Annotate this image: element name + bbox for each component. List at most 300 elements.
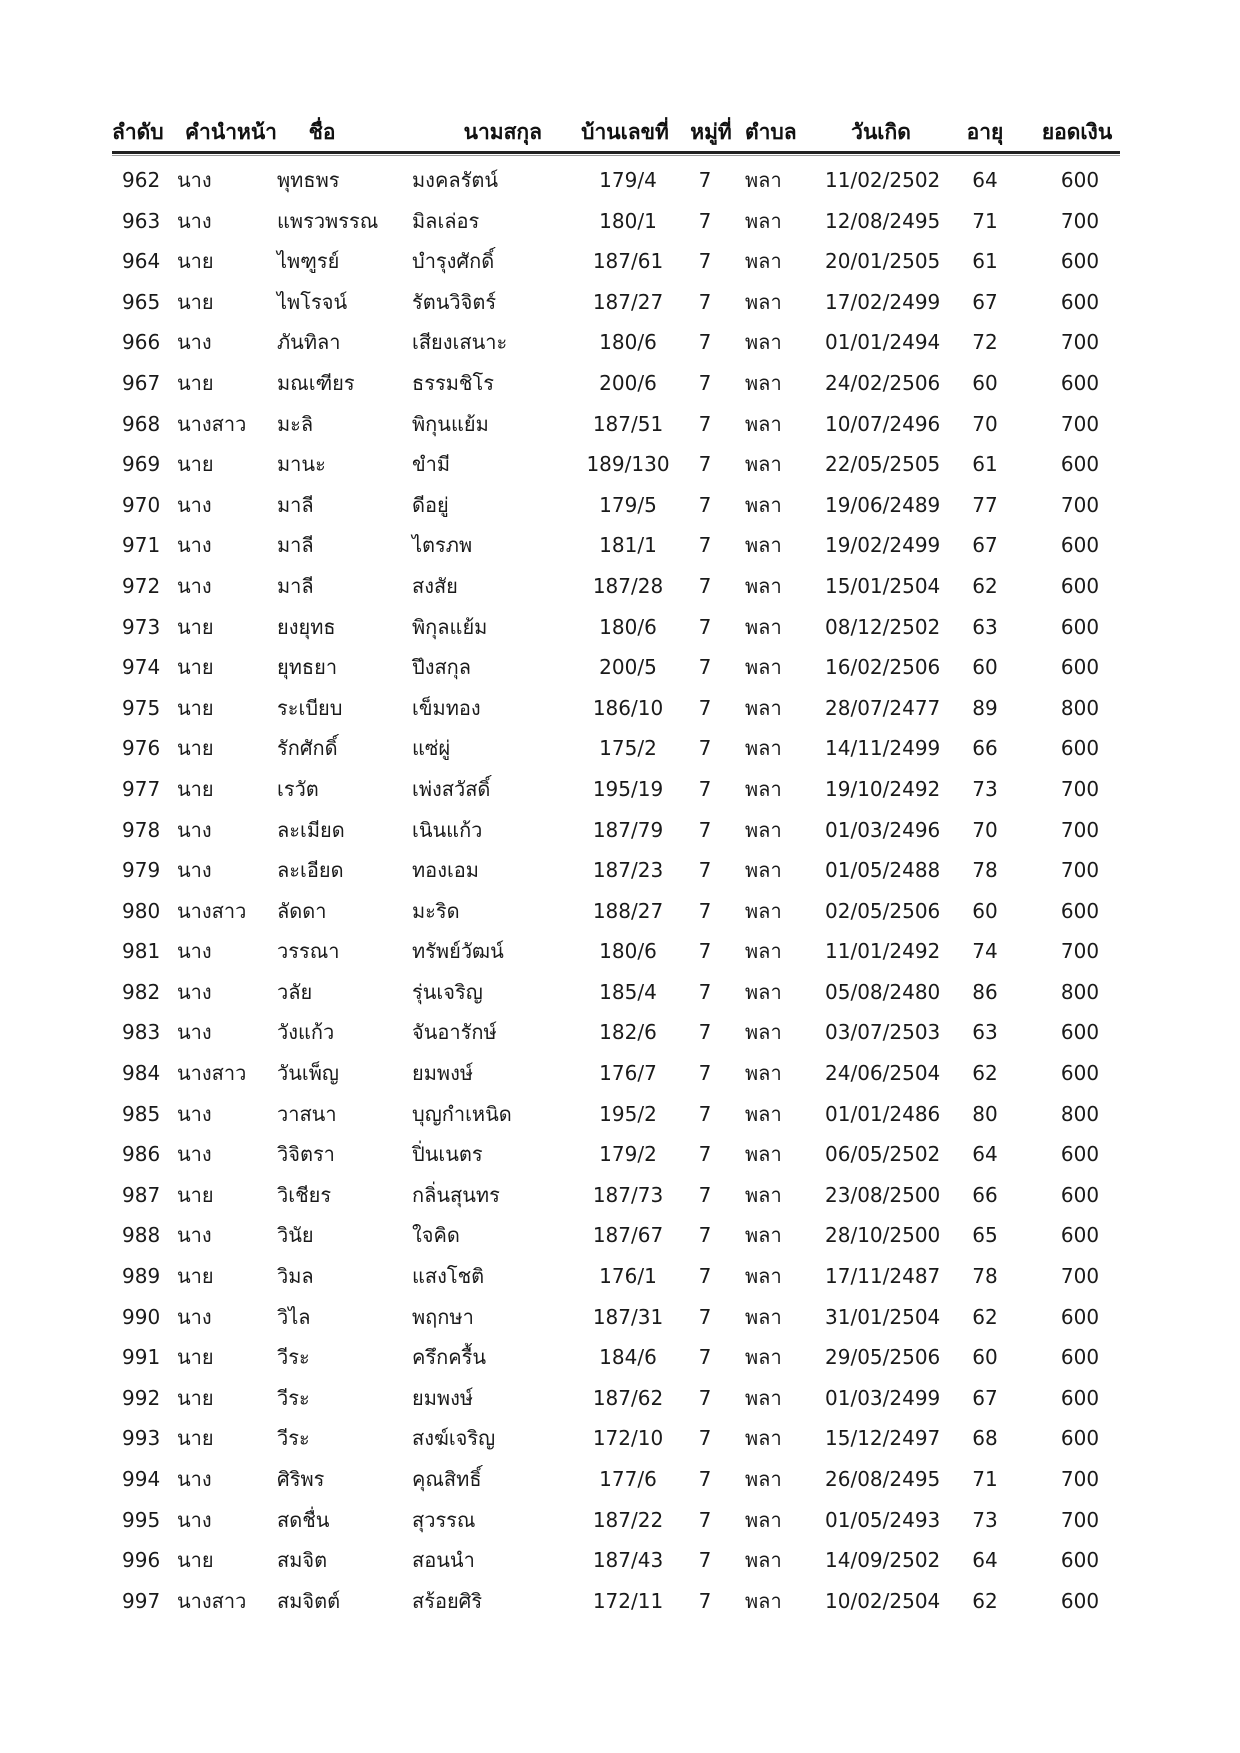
cell-house-no: 180/6 <box>599 330 657 355</box>
cell-last-name: รุ่นเจริญ <box>412 979 483 1004</box>
cell-prefix: นาย <box>177 289 214 314</box>
cell-last-name: มงคลรัตน์ <box>412 168 498 192</box>
cell-house-no: 187/67 <box>592 1223 664 1248</box>
cell-tambon: พลา <box>745 898 782 923</box>
cell-amount: 700 <box>1060 1507 1100 1532</box>
cell-last-name: ทรัพย์วัฒน์ <box>412 939 504 964</box>
header-birth-date: วันเกิด <box>851 120 911 144</box>
cell-tambon: พลา <box>745 979 782 1004</box>
cell-no: 974 <box>122 655 161 680</box>
cell-no: 979 <box>122 858 161 883</box>
table-row <box>112 322 1120 363</box>
cell-tambon: พลา <box>745 1101 782 1126</box>
cell-moo: 7 <box>698 1304 712 1329</box>
cell-no: 992 <box>122 1385 161 1410</box>
cell-house-no: 184/6 <box>599 1345 657 1370</box>
cell-no: 973 <box>122 614 161 639</box>
cell-tambon: พลา <box>745 330 782 355</box>
cell-birth-date: 26/08/2495 <box>825 1467 941 1491</box>
cell-amount: 700 <box>1060 492 1100 517</box>
cell-no: 981 <box>122 939 161 964</box>
cell-house-no: 187/73 <box>592 1182 664 1207</box>
cell-last-name: พิกุลแย้ม <box>412 614 488 639</box>
cell-amount: 600 <box>1060 898 1100 923</box>
cell-moo: 7 <box>698 1020 712 1045</box>
table-row <box>112 1215 1120 1256</box>
cell-last-name: เสียงเสนาะ <box>412 330 508 355</box>
cell-moo: 7 <box>698 979 712 1004</box>
cell-first-name: ไพฑูรย์ <box>277 249 340 274</box>
cell-tambon: พลา <box>745 1020 782 1045</box>
cell-house-no: 187/28 <box>592 573 664 598</box>
cell-last-name: พิกุนแย้ม <box>412 411 489 436</box>
cell-amount: 700 <box>1060 1467 1100 1491</box>
table-row <box>112 1094 1120 1135</box>
cell-tambon: พลา <box>745 1142 782 1167</box>
cell-amount: 600 <box>1060 452 1100 477</box>
cell-amount: 800 <box>1060 979 1100 1004</box>
cell-no: 964 <box>122 249 161 274</box>
table-row <box>112 1337 1120 1378</box>
cell-house-no: 185/4 <box>599 979 657 1004</box>
cell-first-name: สมจิต <box>277 1548 328 1573</box>
table-row <box>112 1459 1120 1500</box>
cell-age: 67 <box>972 1385 998 1410</box>
table-row <box>112 1297 1120 1338</box>
cell-prefix: นาง <box>177 1507 212 1532</box>
cell-house-no: 187/79 <box>592 817 664 842</box>
table-row <box>112 282 1120 323</box>
cell-first-name: มาลี <box>277 492 314 517</box>
cell-tambon: พลา <box>745 736 782 761</box>
cell-amount: 600 <box>1060 573 1100 598</box>
cell-birth-date: 19/10/2492 <box>825 776 941 801</box>
table-row <box>112 363 1120 404</box>
cell-last-name: แสงโชติ <box>412 1264 485 1289</box>
cell-last-name: บุญกำเหนิด <box>412 1101 512 1126</box>
cell-prefix: นาง <box>177 1020 212 1045</box>
cell-no: 996 <box>122 1548 161 1573</box>
cell-tambon: พลา <box>745 1345 782 1370</box>
cell-prefix: นาง <box>177 208 212 233</box>
cell-tambon: พลา <box>745 573 782 598</box>
cell-last-name: สอนนำ <box>412 1548 475 1573</box>
cell-tambon: พลา <box>745 289 782 314</box>
cell-tambon: พลา <box>745 1548 782 1573</box>
cell-house-no: 180/6 <box>599 939 657 964</box>
cell-last-name: สร้อยศิริ <box>412 1588 483 1613</box>
cell-prefix: นางสาว <box>177 1061 247 1086</box>
cell-first-name: วีระ <box>277 1385 310 1410</box>
cell-tambon: พลา <box>745 1426 782 1451</box>
cell-no: 983 <box>122 1020 161 1045</box>
cell-no: 977 <box>122 776 161 801</box>
header-divider-thin <box>112 155 1120 156</box>
cell-prefix: นาย <box>177 452 214 477</box>
cell-prefix: นาง <box>177 1304 212 1329</box>
cell-first-name: ยุทธยา <box>277 655 338 680</box>
cell-house-no: 186/10 <box>592 695 664 720</box>
cell-amount: 600 <box>1060 1142 1100 1167</box>
table-row <box>112 201 1120 242</box>
cell-tambon: พลา <box>745 776 782 801</box>
cell-first-name: ยงยุทธ <box>277 614 336 639</box>
cell-last-name: เข็มทอง <box>412 695 481 720</box>
cell-prefix: นาง <box>177 817 212 842</box>
cell-birth-date: 05/08/2480 <box>825 979 941 1004</box>
table-row <box>112 1540 1120 1581</box>
cell-amount: 600 <box>1060 736 1100 761</box>
cell-first-name: วาสนา <box>277 1101 337 1126</box>
cell-prefix: นาง <box>177 573 212 598</box>
cell-first-name: วีระ <box>277 1426 310 1451</box>
cell-no: 987 <box>122 1182 161 1207</box>
cell-tambon: พลา <box>745 817 782 842</box>
cell-first-name: มณเฑียร <box>277 370 355 395</box>
cell-moo: 7 <box>698 1182 712 1207</box>
cell-house-no: 172/11 <box>592 1588 664 1613</box>
header-last-name: นามสกุล <box>463 120 542 144</box>
cell-amount: 800 <box>1060 1101 1100 1126</box>
cell-house-no: 179/4 <box>599 168 657 192</box>
cell-age: 71 <box>972 208 998 233</box>
cell-amount: 700 <box>1060 939 1100 964</box>
cell-house-no: 172/10 <box>592 1426 664 1451</box>
cell-age: 64 <box>972 1142 998 1167</box>
cell-prefix: นาย <box>177 370 214 395</box>
table-row <box>112 931 1120 972</box>
cell-first-name: วันเพ็ญ <box>277 1061 339 1086</box>
cell-age: 70 <box>972 411 998 436</box>
cell-moo: 7 <box>698 736 712 761</box>
cell-first-name: ระเบียบ <box>277 695 343 720</box>
cell-birth-date: 06/05/2502 <box>825 1142 941 1167</box>
cell-amount: 700 <box>1060 208 1100 233</box>
cell-first-name: ละเอียด <box>277 858 344 883</box>
table-row <box>112 525 1120 566</box>
cell-moo: 7 <box>698 330 712 355</box>
cell-tambon: พลา <box>745 614 782 639</box>
cell-age: 63 <box>972 1020 998 1045</box>
cell-no: 975 <box>122 695 161 720</box>
cell-no: 969 <box>122 452 161 477</box>
cell-amount: 600 <box>1060 614 1100 639</box>
cell-amount: 600 <box>1060 370 1100 395</box>
cell-tambon: พลา <box>745 1588 782 1613</box>
cell-amount: 600 <box>1060 533 1100 558</box>
cell-no: 980 <box>122 898 161 923</box>
cell-first-name: สดชื่น <box>277 1507 330 1532</box>
cell-birth-date: 14/11/2499 <box>825 736 941 761</box>
cell-no: 986 <box>122 1142 161 1167</box>
cell-amount: 600 <box>1060 1182 1100 1207</box>
table-row <box>112 1378 1120 1419</box>
cell-moo: 7 <box>698 533 712 558</box>
cell-no: 967 <box>122 370 161 395</box>
cell-house-no: 188/27 <box>592 898 664 923</box>
cell-first-name: แพรวพรรณ <box>277 208 379 233</box>
cell-moo: 7 <box>698 939 712 964</box>
cell-moo: 7 <box>698 1588 712 1613</box>
cell-moo: 7 <box>698 1101 712 1126</box>
cell-prefix: นางสาว <box>177 411 247 436</box>
table-row <box>112 810 1120 851</box>
cell-house-no: 181/1 <box>599 533 657 558</box>
cell-amount: 600 <box>1060 1061 1100 1086</box>
cell-first-name: วีระ <box>277 1345 310 1370</box>
cell-prefix: นาย <box>177 1548 214 1573</box>
cell-tambon: พลา <box>745 208 782 233</box>
cell-age: 64 <box>972 168 998 192</box>
cell-first-name: วังแก้ว <box>277 1020 335 1045</box>
cell-prefix: นาง <box>177 168 212 192</box>
cell-moo: 7 <box>698 573 712 598</box>
cell-birth-date: 29/05/2506 <box>825 1345 941 1370</box>
cell-house-no: 177/6 <box>599 1467 657 1491</box>
cell-no: 995 <box>122 1507 161 1532</box>
cell-house-no: 187/27 <box>592 289 664 314</box>
cell-age: 72 <box>972 330 998 355</box>
table-row <box>112 1256 1120 1297</box>
header-first-name: ชื่อ <box>308 120 336 144</box>
cell-tambon: พลา <box>745 695 782 720</box>
cell-age: 71 <box>972 1467 998 1491</box>
cell-house-no: 180/6 <box>599 614 657 639</box>
cell-birth-date: 01/03/2496 <box>825 817 941 842</box>
cell-age: 74 <box>972 939 998 964</box>
cell-age: 89 <box>972 695 998 720</box>
cell-birth-date: 12/08/2495 <box>825 208 941 233</box>
cell-birth-date: 14/09/2502 <box>825 1548 941 1573</box>
table-row <box>112 1053 1120 1094</box>
cell-amount: 600 <box>1060 1588 1100 1613</box>
cell-amount: 600 <box>1060 1020 1100 1045</box>
cell-birth-date: 28/10/2500 <box>825 1223 941 1248</box>
cell-tambon: พลา <box>745 1467 782 1491</box>
cell-no: 989 <box>122 1264 161 1289</box>
cell-birth-date: 17/02/2499 <box>825 289 941 314</box>
cell-no: 970 <box>122 492 161 517</box>
cell-tambon: พลา <box>745 411 782 436</box>
cell-birth-date: 23/08/2500 <box>825 1182 941 1207</box>
cell-prefix: นาง <box>177 533 212 558</box>
cell-moo: 7 <box>698 695 712 720</box>
cell-birth-date: 17/11/2487 <box>825 1264 941 1289</box>
table-body <box>112 160 1120 1621</box>
cell-age: 70 <box>972 817 998 842</box>
cell-amount: 600 <box>1060 1223 1100 1248</box>
cell-no: 988 <box>122 1223 161 1248</box>
cell-birth-date: 08/12/2502 <box>825 614 941 639</box>
cell-age: 78 <box>972 1264 998 1289</box>
cell-birth-date: 31/01/2504 <box>825 1304 941 1329</box>
cell-amount: 800 <box>1060 695 1100 720</box>
cell-birth-date: 10/02/2504 <box>825 1588 941 1613</box>
cell-last-name: ยมพงษ์ <box>412 1061 474 1086</box>
cell-age: 67 <box>972 533 998 558</box>
table-row <box>112 485 1120 526</box>
cell-prefix: นาย <box>177 1182 214 1207</box>
cell-house-no: 187/31 <box>592 1304 664 1329</box>
cell-moo: 7 <box>698 1142 712 1167</box>
header-amount: ยอดเงิน <box>1041 120 1113 144</box>
cell-moo: 7 <box>698 1548 712 1573</box>
cell-first-name: ละเมียด <box>277 817 345 842</box>
cell-prefix: นาง <box>177 492 212 517</box>
cell-no: 972 <box>122 573 161 598</box>
cell-last-name: คุณสิทธิ์ <box>412 1467 482 1491</box>
cell-age: 67 <box>972 289 998 314</box>
cell-tambon: พลา <box>745 168 782 192</box>
table-row <box>112 728 1120 769</box>
cell-no: 966 <box>122 330 161 355</box>
header-prefix: คำนำหน้า <box>185 120 277 144</box>
beneficiary-table <box>112 112 1120 1621</box>
cell-house-no: 195/19 <box>592 776 664 801</box>
cell-last-name: มิลเล่อร <box>412 208 480 233</box>
header-tambon: ตำบล <box>745 120 797 144</box>
cell-amount: 700 <box>1060 1264 1100 1289</box>
cell-moo: 7 <box>698 614 712 639</box>
cell-age: 73 <box>972 776 998 801</box>
cell-last-name: สงสัย <box>412 573 458 598</box>
cell-first-name: เรวัต <box>277 776 319 801</box>
cell-prefix: นาง <box>177 1142 212 1167</box>
table-header <box>112 112 1120 152</box>
cell-house-no: 176/1 <box>599 1264 657 1289</box>
cell-birth-date: 15/01/2504 <box>825 573 941 598</box>
cell-moo: 7 <box>698 1223 712 1248</box>
cell-first-name: วิจิตรา <box>277 1142 335 1167</box>
cell-moo: 7 <box>698 655 712 680</box>
cell-tambon: พลา <box>745 1385 782 1410</box>
cell-prefix: นาง <box>177 1467 212 1491</box>
cell-prefix: นาง <box>177 979 212 1004</box>
cell-house-no: 180/1 <box>599 208 657 233</box>
cell-prefix: นาง <box>177 858 212 883</box>
cell-birth-date: 24/02/2506 <box>825 370 941 395</box>
cell-house-no: 187/62 <box>592 1385 664 1410</box>
cell-no: 990 <box>122 1304 161 1329</box>
cell-no: 978 <box>122 817 161 842</box>
cell-prefix: นาย <box>177 1264 214 1289</box>
cell-age: 62 <box>972 573 998 598</box>
cell-amount: 700 <box>1060 858 1100 883</box>
cell-moo: 7 <box>698 1507 712 1532</box>
cell-birth-date: 28/07/2477 <box>825 695 941 720</box>
cell-no: 968 <box>122 411 161 436</box>
cell-tambon: พลา <box>745 1507 782 1532</box>
table-row <box>112 647 1120 688</box>
cell-prefix: นาย <box>177 1426 214 1451</box>
cell-last-name: เพ่งสวัสดิ์ <box>412 776 491 801</box>
cell-prefix: นาย <box>177 776 214 801</box>
cell-last-name: ขำมี <box>412 452 451 477</box>
cell-tambon: พลา <box>745 1304 782 1329</box>
table-row <box>112 1134 1120 1175</box>
cell-house-no: 189/130 <box>586 452 670 477</box>
cell-first-name: วิไล <box>277 1304 311 1329</box>
cell-first-name: ภันทิลา <box>277 330 341 355</box>
cell-first-name: รักศักดิ์ <box>277 736 338 761</box>
cell-age: 63 <box>972 614 998 639</box>
cell-prefix: นาย <box>177 1345 214 1370</box>
cell-amount: 700 <box>1060 817 1100 842</box>
cell-age: 64 <box>972 1548 998 1573</box>
cell-birth-date: 24/06/2504 <box>825 1061 941 1086</box>
cell-prefix: นาย <box>177 736 214 761</box>
cell-prefix: นางสาว <box>177 898 247 923</box>
table-row <box>112 850 1120 891</box>
cell-first-name: ลัดดา <box>277 898 327 923</box>
cell-moo: 7 <box>698 1385 712 1410</box>
cell-moo: 7 <box>698 411 712 436</box>
cell-first-name: วิเชียร <box>277 1182 332 1207</box>
cell-tambon: พลา <box>745 1182 782 1207</box>
cell-first-name: พุทธพร <box>277 168 340 192</box>
cell-tambon: พลา <box>745 533 782 558</box>
cell-age: 61 <box>972 452 998 477</box>
cell-no: 976 <box>122 736 161 761</box>
cell-moo: 7 <box>698 1264 712 1289</box>
cell-house-no: 187/43 <box>592 1548 664 1573</box>
cell-tambon: พลา <box>745 492 782 517</box>
cell-prefix: นางสาว <box>177 1588 247 1613</box>
cell-amount: 600 <box>1060 249 1100 274</box>
cell-moo: 7 <box>698 208 712 233</box>
cell-first-name: มาลี <box>277 573 314 598</box>
cell-birth-date: 15/12/2497 <box>825 1426 941 1451</box>
cell-first-name: วิมล <box>277 1264 314 1289</box>
cell-first-name: วรรณา <box>277 939 340 964</box>
table-row <box>112 1418 1120 1459</box>
cell-last-name: ไตรภพ <box>412 533 473 558</box>
header-divider <box>112 151 1120 154</box>
cell-amount: 700 <box>1060 411 1100 436</box>
cell-age: 62 <box>972 1061 998 1086</box>
cell-amount: 600 <box>1060 168 1100 192</box>
cell-last-name: ครึกครื้น <box>412 1345 487 1370</box>
cell-birth-date: 01/05/2488 <box>825 858 941 883</box>
cell-birth-date: 22/05/2505 <box>825 452 941 477</box>
cell-last-name: รัตนวิจิตร์ <box>412 289 497 314</box>
cell-house-no: 179/5 <box>599 492 657 517</box>
cell-age: 78 <box>972 858 998 883</box>
table-row <box>112 688 1120 729</box>
cell-age: 62 <box>972 1588 998 1613</box>
header-house-no: บ้านเลขที่ <box>581 120 669 144</box>
cell-house-no: 187/61 <box>592 249 664 274</box>
cell-prefix: นาง <box>177 330 212 355</box>
cell-birth-date: 19/06/2489 <box>825 492 941 517</box>
cell-age: 86 <box>972 979 998 1004</box>
cell-first-name: ศิริพร <box>277 1467 325 1491</box>
table-row <box>112 769 1120 810</box>
table-row <box>112 241 1120 282</box>
cell-moo: 7 <box>698 168 712 192</box>
cell-age: 61 <box>972 249 998 274</box>
cell-birth-date: 01/03/2499 <box>825 1385 941 1410</box>
cell-house-no: 175/2 <box>599 736 657 761</box>
cell-house-no: 187/23 <box>592 858 664 883</box>
cell-house-no: 179/2 <box>599 1142 657 1167</box>
header-moo: หมู่ที่ <box>690 120 732 144</box>
cell-no: 984 <box>122 1061 161 1086</box>
cell-moo: 7 <box>698 289 712 314</box>
cell-tambon: พลา <box>745 939 782 964</box>
cell-age: 73 <box>972 1507 998 1532</box>
cell-age: 66 <box>972 1182 998 1207</box>
